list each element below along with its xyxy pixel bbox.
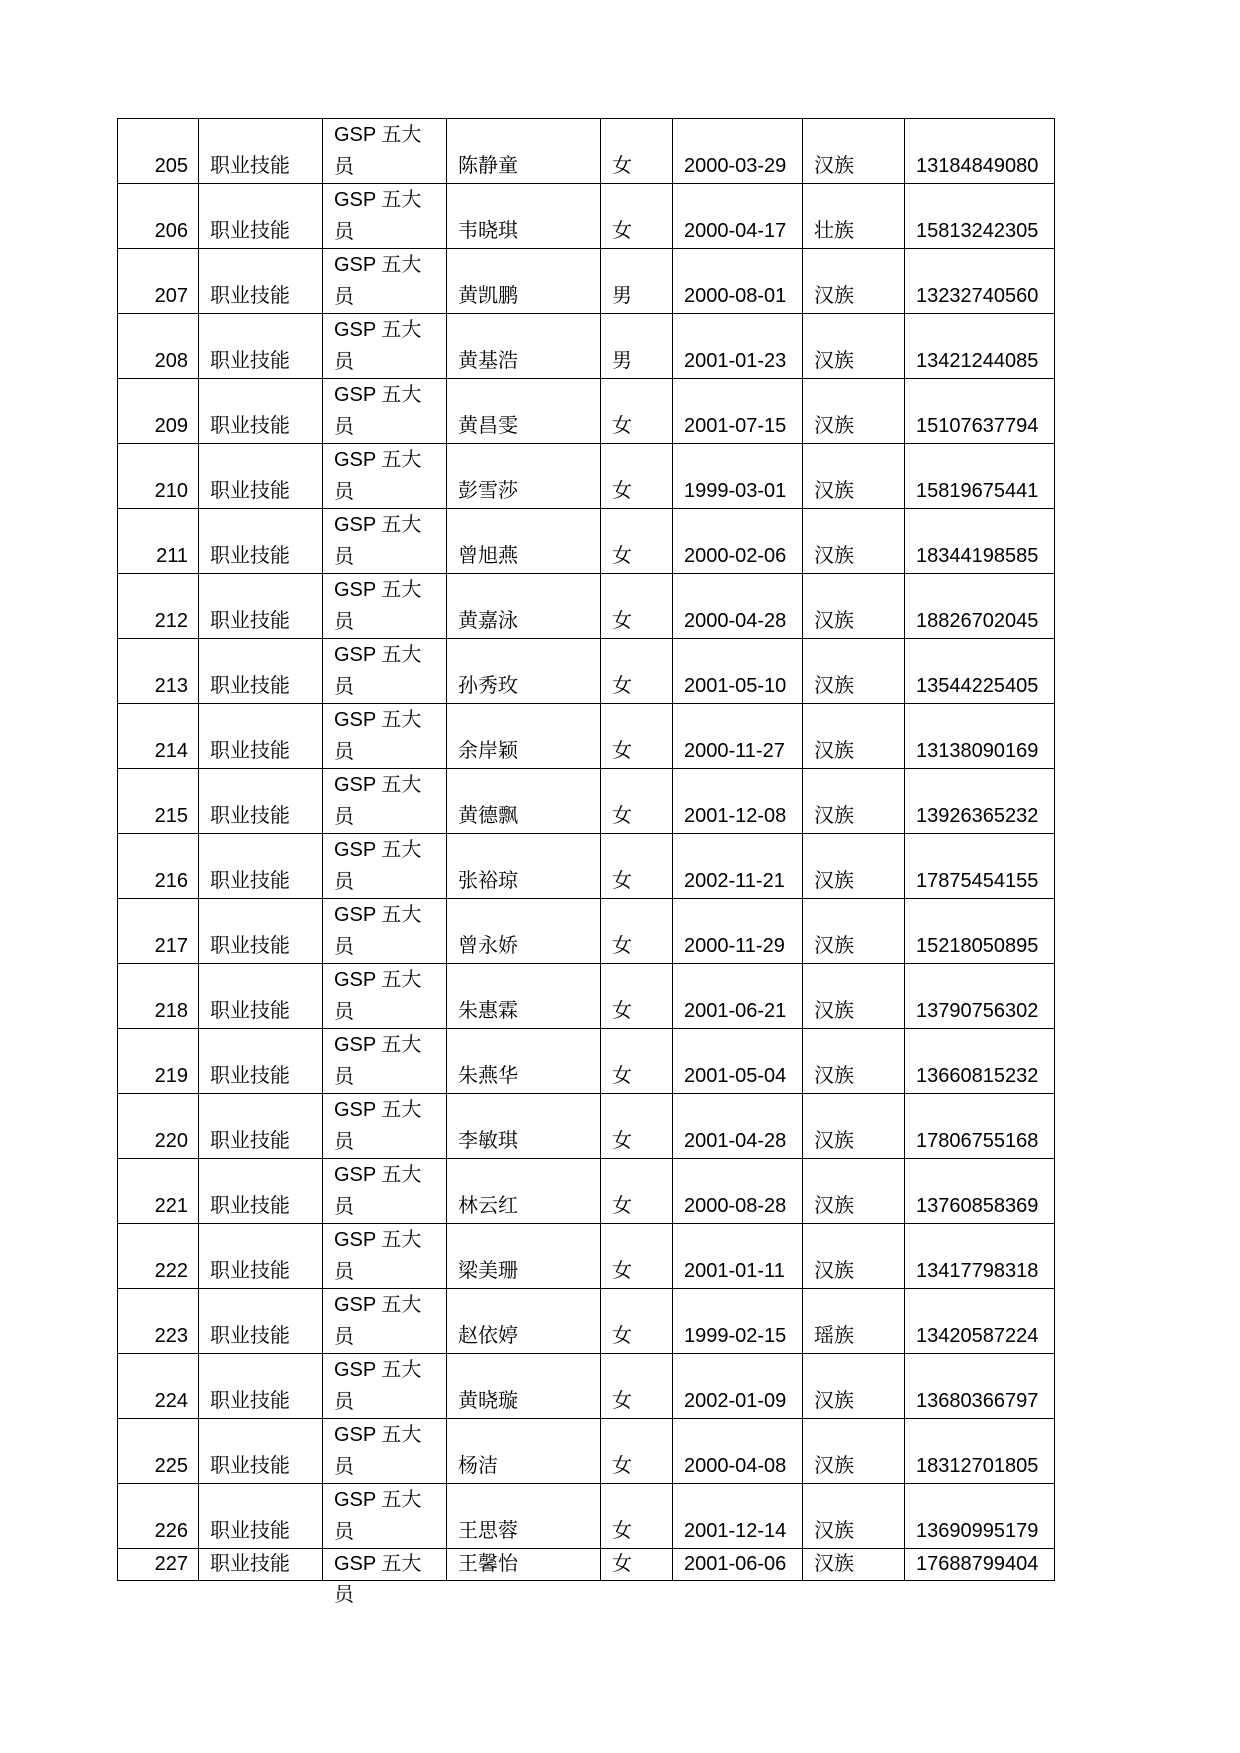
row-number: 209 — [118, 379, 199, 444]
sex-cell: 女 — [601, 769, 673, 834]
table-row — [118, 1354, 1055, 1419]
sex-cell: 女 — [601, 1094, 673, 1159]
course-text: GSP 五大员 — [334, 904, 422, 958]
category-cell: 职业技能 — [199, 1029, 323, 1094]
sex-cell: 女 — [601, 509, 673, 574]
row-number: 219 — [118, 1029, 199, 1094]
sex-cell: 女 — [601, 1484, 673, 1549]
name-cell: 杨洁 — [447, 1419, 601, 1484]
sex-cell: 男 — [601, 314, 673, 379]
row-number: 208 — [118, 314, 199, 379]
phone-cell: 15819675441 — [905, 444, 1055, 509]
course-cell — [323, 1289, 447, 1354]
birthdate-cell: 2000-04-28 — [673, 574, 803, 639]
category-cell: 职业技能 — [199, 379, 323, 444]
name-cell: 黄基浩 — [447, 314, 601, 379]
phone-cell: 13760858369 — [905, 1159, 1055, 1224]
name-cell: 曾旭燕 — [447, 509, 601, 574]
row-number: 211 — [118, 509, 199, 574]
course-text: GSP 五大员 — [334, 449, 422, 503]
birthdate-cell: 2001-12-08 — [673, 769, 803, 834]
phone-cell: 13184849080 — [905, 119, 1055, 184]
course-text: GSP 五大员 — [334, 709, 422, 763]
name-cell: 曾永娇 — [447, 899, 601, 964]
birthdate-cell: 2001-04-28 — [673, 1094, 803, 1159]
course-cell — [323, 769, 447, 834]
course-text: GSP 五大员 — [334, 1294, 422, 1348]
ethnicity-cell: 汉族 — [803, 1419, 905, 1484]
course-cell — [323, 964, 447, 1029]
name-cell: 孙秀玫 — [447, 639, 601, 704]
category-cell: 职业技能 — [199, 314, 323, 379]
course-text: GSP 五大员 — [334, 1359, 422, 1413]
ethnicity-cell: 汉族 — [803, 964, 905, 1029]
table-row — [118, 184, 1055, 249]
course-text: GSP 五大员 — [334, 644, 422, 698]
course-cell — [323, 1484, 447, 1549]
birthdate-cell: 2000-04-08 — [673, 1419, 803, 1484]
course-text: GSP 五大员 — [334, 1164, 422, 1218]
course-cell — [323, 444, 447, 509]
birthdate-cell: 2000-02-06 — [673, 509, 803, 574]
row-number: 214 — [118, 704, 199, 769]
sex-cell: 男 — [601, 249, 673, 314]
sex-cell: 女 — [601, 899, 673, 964]
course-cell — [323, 119, 447, 184]
birthdate-cell: 1999-03-01 — [673, 444, 803, 509]
row-number: 210 — [118, 444, 199, 509]
course-cell — [323, 1029, 447, 1094]
name-cell: 黄昌雯 — [447, 379, 601, 444]
category-cell: 职业技能 — [199, 1484, 323, 1549]
course-text: GSP 五大员 — [334, 1034, 422, 1088]
birthdate-cell: 2000-04-17 — [673, 184, 803, 249]
table-row — [118, 639, 1055, 704]
ethnicity-cell: 汉族 — [803, 574, 905, 639]
birthdate-cell: 2000-11-27 — [673, 704, 803, 769]
category-cell: 职业技能 — [199, 1419, 323, 1484]
row-number: 207 — [118, 249, 199, 314]
birthdate-cell: 2001-01-11 — [673, 1224, 803, 1289]
category-cell: 职业技能 — [199, 834, 323, 899]
ethnicity-cell: 汉族 — [803, 1029, 905, 1094]
phone-cell: 13926365232 — [905, 769, 1055, 834]
phone-cell: 13680366797 — [905, 1354, 1055, 1419]
course-text: GSP 五大员 — [334, 514, 422, 568]
phone-cell: 15107637794 — [905, 379, 1055, 444]
sex-cell: 女 — [601, 639, 673, 704]
course-text: GSP 五大员 — [334, 319, 422, 373]
table-row — [118, 574, 1055, 639]
name-cell: 黄嘉泳 — [447, 574, 601, 639]
category-cell: 职业技能 — [199, 119, 323, 184]
category-cell: 职业技能 — [199, 769, 323, 834]
row-number: 226 — [118, 1484, 199, 1549]
ethnicity-cell: 汉族 — [803, 444, 905, 509]
sex-cell: 女 — [601, 1159, 673, 1224]
row-number: 213 — [118, 639, 199, 704]
table-row — [118, 1159, 1055, 1224]
table-row — [118, 1484, 1055, 1549]
student-table — [117, 118, 1055, 1606]
course-cell — [323, 249, 447, 314]
course-cell — [323, 1549, 447, 1606]
ethnicity-cell: 汉族 — [803, 1159, 905, 1224]
course-cell — [323, 574, 447, 639]
table-row — [118, 1549, 1055, 1581]
name-cell: 朱惠霖 — [447, 964, 601, 1029]
ethnicity-cell: 汉族 — [803, 1484, 905, 1549]
category-cell: 职业技能 — [199, 1289, 323, 1354]
birthdate-cell: 2001-12-14 — [673, 1484, 803, 1549]
birthdate-cell: 2001-01-23 — [673, 314, 803, 379]
table-row — [118, 119, 1055, 184]
table-row — [118, 249, 1055, 314]
phone-cell: 18826702045 — [905, 574, 1055, 639]
course-text: GSP 五大员 — [334, 839, 422, 893]
course-text: GSP 五大员 — [334, 579, 422, 633]
course-cell — [323, 184, 447, 249]
row-number: 217 — [118, 899, 199, 964]
row-number: 218 — [118, 964, 199, 1029]
table-row — [118, 769, 1055, 834]
table-row — [118, 704, 1055, 769]
sex-cell: 女 — [601, 704, 673, 769]
table-row — [118, 444, 1055, 509]
table-row — [118, 1419, 1055, 1484]
table-row — [118, 1289, 1055, 1354]
table-row — [118, 509, 1055, 574]
course-cell — [323, 509, 447, 574]
birthdate-cell: 2001-05-04 — [673, 1029, 803, 1094]
name-cell: 彭雪莎 — [447, 444, 601, 509]
name-cell: 黄晓璇 — [447, 1354, 601, 1419]
sex-cell: 女 — [601, 1549, 673, 1581]
category-cell: 职业技能 — [199, 964, 323, 1029]
name-cell: 韦晓琪 — [447, 184, 601, 249]
table-row — [118, 314, 1055, 379]
name-cell: 李敏琪 — [447, 1094, 601, 1159]
ethnicity-cell: 汉族 — [803, 834, 905, 899]
name-cell: 黄凯鹏 — [447, 249, 601, 314]
row-number: 205 — [118, 119, 199, 184]
row-number: 225 — [118, 1419, 199, 1484]
category-cell: 职业技能 — [199, 574, 323, 639]
name-cell: 朱燕华 — [447, 1029, 601, 1094]
phone-cell: 17875454155 — [905, 834, 1055, 899]
category-cell: 职业技能 — [199, 1094, 323, 1159]
course-text: GSP 五大员 — [334, 1099, 422, 1153]
table-row — [118, 1094, 1055, 1159]
course-cell — [323, 834, 447, 899]
row-number: 223 — [118, 1289, 199, 1354]
birthdate-cell: 2002-01-09 — [673, 1354, 803, 1419]
name-cell: 林云红 — [447, 1159, 601, 1224]
sex-cell: 女 — [601, 1354, 673, 1419]
category-cell: 职业技能 — [199, 639, 323, 704]
phone-cell: 17806755168 — [905, 1094, 1055, 1159]
name-cell: 王馨怡 — [447, 1549, 601, 1581]
sex-cell: 女 — [601, 379, 673, 444]
ethnicity-cell: 汉族 — [803, 1094, 905, 1159]
name-cell: 赵依婷 — [447, 1289, 601, 1354]
sex-cell: 女 — [601, 574, 673, 639]
birthdate-cell: 2001-06-06 — [673, 1549, 803, 1581]
sex-cell: 女 — [601, 964, 673, 1029]
phone-cell: 13420587224 — [905, 1289, 1055, 1354]
table-row — [118, 1224, 1055, 1289]
sex-cell: 女 — [601, 119, 673, 184]
sex-cell: 女 — [601, 1419, 673, 1484]
birthdate-cell: 2000-11-29 — [673, 899, 803, 964]
ethnicity-cell: 瑶族 — [803, 1289, 905, 1354]
row-number: 222 — [118, 1224, 199, 1289]
category-cell: 职业技能 — [199, 1354, 323, 1419]
phone-cell: 13660815232 — [905, 1029, 1055, 1094]
table-row — [118, 899, 1055, 964]
ethnicity-cell: 汉族 — [803, 1354, 905, 1419]
row-number: 224 — [118, 1354, 199, 1419]
category-cell: 职业技能 — [199, 444, 323, 509]
birthdate-cell: 2000-08-01 — [673, 249, 803, 314]
name-cell: 余岸颖 — [447, 704, 601, 769]
birthdate-cell: 2001-07-15 — [673, 379, 803, 444]
name-cell: 陈静童 — [447, 119, 601, 184]
birthdate-cell: 2001-05-10 — [673, 639, 803, 704]
category-cell: 职业技能 — [199, 509, 323, 574]
ethnicity-cell: 汉族 — [803, 704, 905, 769]
course-cell — [323, 639, 447, 704]
phone-cell: 17688799404 — [905, 1549, 1055, 1581]
course-text: GSP 五大员 — [334, 189, 422, 243]
course-text: GSP 五大员 — [334, 969, 422, 1023]
course-cell — [323, 1094, 447, 1159]
course-cell — [323, 899, 447, 964]
name-cell: 张裕琼 — [447, 834, 601, 899]
category-cell: 职业技能 — [199, 1549, 323, 1581]
birthdate-cell: 2000-03-29 — [673, 119, 803, 184]
course-cell — [323, 1224, 447, 1289]
ethnicity-cell: 汉族 — [803, 119, 905, 184]
course-cell — [323, 1354, 447, 1419]
row-number: 221 — [118, 1159, 199, 1224]
phone-cell: 15218050895 — [905, 899, 1055, 964]
course-cell — [323, 1419, 447, 1484]
course-text: GSP 五大员 — [334, 1489, 422, 1543]
course-cell — [323, 314, 447, 379]
phone-cell: 13417798318 — [905, 1224, 1055, 1289]
sex-cell: 女 — [601, 444, 673, 509]
sex-cell: 女 — [601, 1289, 673, 1354]
course-text: GSP 五大员 — [334, 254, 422, 308]
birthdate-cell: 1999-02-15 — [673, 1289, 803, 1354]
category-cell: 职业技能 — [199, 1159, 323, 1224]
name-cell: 梁美珊 — [447, 1224, 601, 1289]
phone-cell: 13690995179 — [905, 1484, 1055, 1549]
course-text: GSP 五大员 — [334, 124, 422, 178]
phone-cell: 18344198585 — [905, 509, 1055, 574]
sex-cell: 女 — [601, 834, 673, 899]
name-cell: 王思蓉 — [447, 1484, 601, 1549]
category-cell: 职业技能 — [199, 249, 323, 314]
phone-cell: 18312701805 — [905, 1419, 1055, 1484]
course-cell — [323, 379, 447, 444]
sex-cell: 女 — [601, 1224, 673, 1289]
name-cell: 黄德飘 — [447, 769, 601, 834]
ethnicity-cell: 汉族 — [803, 639, 905, 704]
table-row — [118, 379, 1055, 444]
birthdate-cell: 2001-06-21 — [673, 964, 803, 1029]
course-text: GSP 五大员 — [334, 1424, 422, 1478]
row-number: 212 — [118, 574, 199, 639]
course-cell — [323, 704, 447, 769]
ethnicity-cell: 汉族 — [803, 249, 905, 314]
course-text: GSP 五大员 — [334, 1553, 422, 1606]
ethnicity-cell: 汉族 — [803, 314, 905, 379]
ethnicity-cell: 汉族 — [803, 379, 905, 444]
ethnicity-cell: 汉族 — [803, 899, 905, 964]
course-text: GSP 五大员 — [334, 774, 422, 828]
row-number: 215 — [118, 769, 199, 834]
row-number: 216 — [118, 834, 199, 899]
table-row — [118, 964, 1055, 1029]
phone-cell: 13790756302 — [905, 964, 1055, 1029]
category-cell: 职业技能 — [199, 899, 323, 964]
sex-cell: 女 — [601, 184, 673, 249]
phone-cell: 15813242305 — [905, 184, 1055, 249]
row-number: 220 — [118, 1094, 199, 1159]
phone-cell: 13138090169 — [905, 704, 1055, 769]
phone-cell: 13544225405 — [905, 639, 1055, 704]
birthdate-cell: 2000-08-28 — [673, 1159, 803, 1224]
ethnicity-cell: 汉族 — [803, 1224, 905, 1289]
course-text: GSP 五大员 — [334, 1229, 422, 1283]
ethnicity-cell: 汉族 — [803, 1549, 905, 1581]
table-row — [118, 834, 1055, 899]
row-number: 206 — [118, 184, 199, 249]
course-cell — [323, 1159, 447, 1224]
row-number: 227 — [118, 1549, 199, 1581]
ethnicity-cell: 汉族 — [803, 769, 905, 834]
sex-cell: 女 — [601, 1029, 673, 1094]
ethnicity-cell: 汉族 — [803, 509, 905, 574]
table-row — [118, 1029, 1055, 1094]
birthdate-cell: 2002-11-21 — [673, 834, 803, 899]
student-table-body — [118, 119, 1055, 1606]
course-text: GSP 五大员 — [334, 384, 422, 438]
category-cell: 职业技能 — [199, 184, 323, 249]
category-cell: 职业技能 — [199, 704, 323, 769]
category-cell: 职业技能 — [199, 1224, 323, 1289]
phone-cell: 13232740560 — [905, 249, 1055, 314]
phone-cell: 13421244085 — [905, 314, 1055, 379]
ethnicity-cell: 壮族 — [803, 184, 905, 249]
